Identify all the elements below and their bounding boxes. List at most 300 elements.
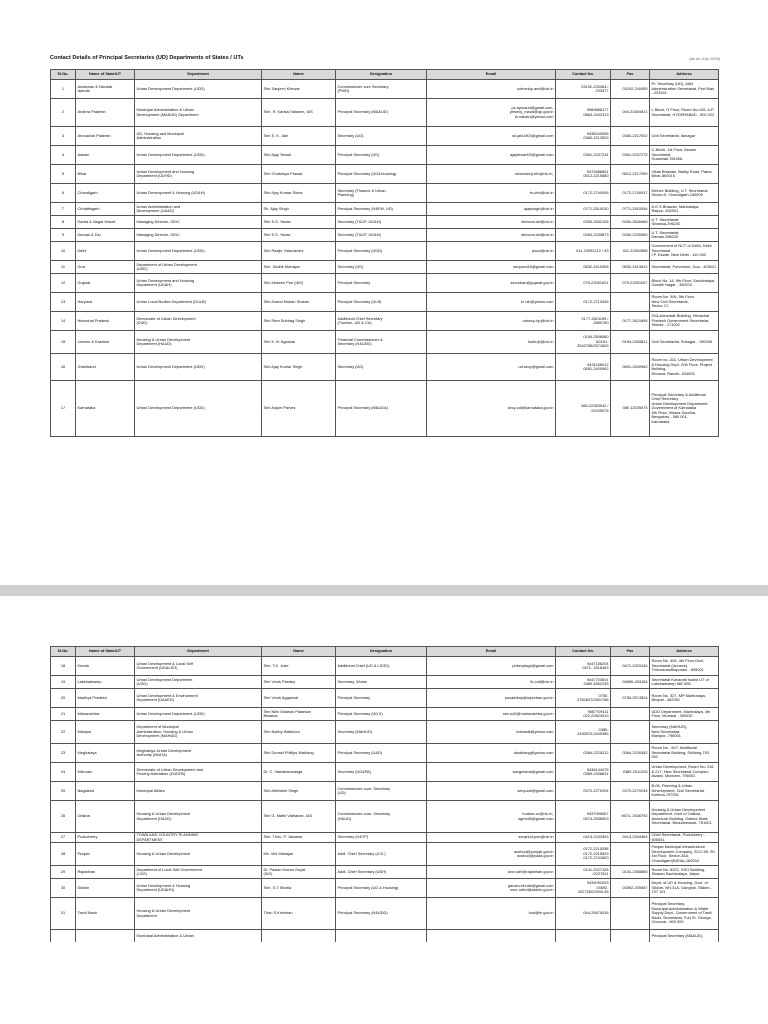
sl-no-cell: 24 [51, 763, 76, 782]
fax-cell: 0260-2230550 [611, 229, 650, 242]
email-cell[interactable]: dexcom-dd@nic.in [427, 216, 556, 229]
document-page-2 [0, 596, 768, 1024]
department-cell: Housing & Urban Development Department (H&UD) [135, 801, 262, 833]
contact-cell: 0172-2713496 [556, 293, 611, 312]
name-cell: Dr. Pawan Kumar Goyal (IAS) [262, 866, 336, 879]
state-cell: Arunachal Pradesh [76, 127, 135, 146]
state-cell: Andaman & Nicobar Islands [76, 80, 135, 99]
fax-cell: 0612-2217059 [611, 165, 650, 184]
table-row [51, 216, 719, 229]
fax-cell [611, 293, 650, 312]
name-cell: Shri Ajay Kumar Singh [262, 354, 336, 381]
name-cell: Shri S.S. Yadav [262, 216, 336, 229]
contact-cell: 0385- 2450570,2445385 [556, 721, 611, 744]
address-cell: Room No. 327, MP Mantralaya, Bhopal - 462001 [650, 689, 719, 708]
fax-cell [611, 898, 650, 930]
department-cell: Urban Development Department (UDD) [135, 708, 262, 721]
address-cell: Deptt. of UD & Housing, Govt. of Sikkim, NH-31A, Gangtok, Sikkim - 737 101 [650, 879, 719, 898]
address-cell: Secretary (MAHUD), New Secretariat, Manipur- 795001 [650, 721, 719, 744]
designation-cell: Additional Chief Secretary (Tourism, UD & CA) [336, 312, 427, 331]
state-cell: Madhya Pradesh [76, 689, 135, 708]
contact-cell: 0832-2419408 [556, 261, 611, 274]
fax-cell: 0389-2311226 [611, 763, 650, 782]
email-cell[interactable]: fc ulb@yahoo.com [427, 293, 556, 312]
designation-cell: Principal Secretary (UDD) [336, 242, 427, 261]
column-header-state: Name of State/UT [76, 647, 135, 657]
state-cell: Jammu & Kashmir [76, 331, 135, 354]
email-cell[interactable]: lk-coll@nic.in [427, 676, 556, 689]
designation-cell: Principal Secretary (UD II) [336, 708, 427, 721]
name-cell: Shri G. Mathi Vathanan, IAS [262, 801, 336, 833]
address-cell: UDD Department, Mantralaya, 4th Floor, Mumbai - 400032 [650, 708, 719, 721]
fax-cell: 040-23450621 [611, 99, 650, 127]
sl-no-cell: 10 [51, 242, 76, 261]
table-row [51, 657, 719, 676]
name-cell: Shri Vivek Pandey [262, 676, 336, 689]
contact-cell: 03192-233364 / 233377 [556, 80, 611, 99]
address-cell: Deluxe Building, U.T. Secretariat, Sector-9, Chandigarh-160009 [650, 184, 719, 203]
table-row [51, 879, 719, 898]
fax-cell: 0471-2320434 [611, 657, 650, 676]
address-cell: Government of NCT of Delhi, Delhi Secretariat I.P. Estate, New Delhi - 110 002 [650, 242, 719, 261]
table-row [51, 763, 719, 782]
department-cell: Managing Director, OIDC [135, 229, 262, 242]
table-row [51, 898, 719, 930]
email-cell[interactable]: secyued16@gmail.com [427, 261, 556, 274]
table-row [51, 381, 719, 437]
fax-cell: 03192-240495 [611, 80, 650, 99]
email-cell[interactable]: sec.ud2@maharashtra.gov.in [427, 708, 556, 721]
email-cell[interactable]: secyudd@gmail.com [427, 782, 556, 801]
contact-cell: 0413-2233303 [556, 833, 611, 843]
fax-cell: 0651-2400962 [611, 354, 650, 381]
designation-cell: Principal Secretary (UAD) [336, 744, 427, 763]
designation-cell: Secretary (UD) [336, 354, 427, 381]
contacts-table-page-2 [50, 646, 719, 942]
contact-cell: 0370-2270294 [556, 782, 611, 801]
fax-cell [611, 708, 650, 721]
address-cell: Chief Secretariat, Puducherry - 605001 [650, 833, 719, 843]
name-cell: Ms. Vini Mahajan [262, 843, 336, 866]
department-cell: Department of Local Self Government (LSG) [135, 866, 262, 879]
email-cell[interactable]: hudsec.or@nic.in, egmv66@gmail.com [427, 801, 556, 833]
address-cell: Vikas Bhawan, Bailey Road, Patna, Bihar-800015 [650, 165, 719, 184]
email-cell[interactable] [427, 930, 556, 942]
department-cell: Urban Development Department (UDD) [135, 381, 262, 437]
contact-cell: 0177-2621195 / 2880780 [556, 312, 611, 331]
state-cell: Nagaland [76, 782, 135, 801]
department-cell: UD, Housing and Municipal Administration [135, 127, 262, 146]
department-cell: Housing & Urban Development Department (H&UD) [135, 331, 262, 354]
table-header-row [51, 647, 719, 657]
name-cell: Shri Sanjeev Khirwar [262, 80, 336, 99]
contact-cell: 0361-2237234 [556, 146, 611, 165]
sl-no-cell: 5 [51, 165, 76, 184]
address-cell: C-Block, 1st Floor, Assam Secretariat, Guwahati-781006. [650, 146, 719, 165]
column-header-sl: Sl.No. [51, 70, 76, 80]
department-cell: Urban Development Department (UDD) [135, 676, 262, 689]
name-cell: Shri Raajiv Yaduvanshi [262, 242, 336, 261]
column-header-state: Name of State/UT [76, 70, 135, 80]
sl-no-cell: 9 [51, 229, 76, 242]
column-header-sl: Sl.No. [51, 647, 76, 657]
name-cell: Shri Anand Mohan Sharan [262, 293, 336, 312]
address-cell: U.T. Secretariat, Daman-396220 [650, 229, 719, 242]
contact-cell: 0172-2740008 [556, 184, 611, 203]
column-header-contact: Contact No. [556, 70, 611, 80]
name-cell: Shri Ram Subhag Singh [262, 312, 336, 331]
contact-cell: 9434092003 03592- 202726/22900-45 [556, 879, 611, 898]
table-header-row [51, 70, 719, 80]
name-cell: Shri K. B. Agarwal [262, 331, 336, 354]
table-row [51, 80, 719, 99]
address-cell: D.K.S Bhawan, Mantralaya, Raipur- 492001 [650, 203, 719, 216]
designation-cell: Principal Secretary [336, 274, 427, 293]
sl-no-cell: 31 [51, 898, 76, 930]
address-cell: 203-Armsdale Building, Himachal Pradesh Government Secretariat, Shimla - 171002 [650, 312, 719, 331]
contact-cell: 0172-2215258 0172-2215529 0172-2741820 [556, 843, 611, 866]
address-cell: Civil Secretariat, Srinagar - 190006 [650, 331, 719, 354]
designation-cell: Secretary (UD&PA) [336, 763, 427, 782]
email-cell[interactable]: udevelop.and@nic.in [427, 80, 556, 99]
name-cell: Shri Nitin Madhav Patankar Bhaskar [262, 708, 336, 721]
name-cell: Shri Chaitanya Prasad [262, 165, 336, 184]
name-cell: Dr. C. Vanlalramsanga [262, 763, 336, 782]
department-cell: Directorate of Urban Development (DUD) [135, 312, 262, 331]
designation-cell: Principal Secretary (H&UDD) [336, 898, 427, 930]
email-cell[interactable]: secyhud.pon@nic.in [427, 833, 556, 843]
name-cell: Shri Donald Phillips Wahlang [262, 744, 336, 763]
department-cell: Urban Development & Environment Department (UA&ED) [135, 689, 262, 708]
contact-cell: 0194-2506060 &0191- 2542765/2571609 [556, 331, 611, 354]
state-cell: Andhra Pradesh [76, 99, 135, 127]
state-cell: Gujarat [76, 274, 135, 293]
email-cell[interactable]: dwahlang@yahoo.com [427, 744, 556, 763]
table-row [51, 354, 719, 381]
designation-cell: Commissioner-cum- Secretary (H&UD) [336, 801, 427, 833]
department-cell: Urban Development Department (UDD) [135, 80, 262, 99]
fax-cell: 011-23392858 [611, 242, 650, 261]
column-header-email: Email [427, 647, 556, 657]
state-cell: Kerala [76, 657, 135, 676]
sl-no-cell: 4 [51, 146, 76, 165]
state-cell: Jharkhand [76, 354, 135, 381]
contact-cell: 9470488601 0612-2215580 [556, 165, 611, 184]
contact-cell: 9989888177 0863-2442313 [556, 99, 611, 127]
table-row [51, 229, 719, 242]
name-cell [262, 930, 336, 942]
email-cell[interactable]: hudd-jk@nic.in [427, 331, 556, 354]
email-cell[interactable]: ps.apmaud@gmail.com, prlsecy_maud@ap.gov.in rk.valuen@yahoo.com [427, 99, 556, 127]
address-cell: Room No. 404, 4th Floor,Govt. Secretariat (Annexe), Thiruvananthapuram - 695001 [650, 657, 719, 676]
table-row [51, 146, 719, 165]
sl-no-cell: 3 [51, 127, 76, 146]
name-cell: Shri S. K. Jain [262, 127, 336, 146]
address-cell: U.T. Secretariat, Silvassa-396230 [650, 216, 719, 229]
state-cell: Tamil Nadu [76, 898, 135, 930]
address-cell: L Block, G Floor, Room No-105, A.P. Secretariat, HYDERABAD - 500 022 [650, 99, 719, 127]
table-row [51, 708, 719, 721]
sl-no-cell: 2 [51, 99, 76, 127]
address-cell: Punjab Municipal Infrastructure Development Company, SCO 89- 90, 1st Floor, Sector-34A, Chandigarh(INDIA)-160034 [650, 843, 719, 866]
fax-cell: 0755-2574524 [611, 689, 650, 708]
email-cell[interactable]: dexcom-dd@nic.in [427, 229, 556, 242]
address-cell: Room No - 507, Additional Secretariat Building, Shillong-793 001 [650, 744, 719, 763]
sl-no-cell: 15 [51, 331, 76, 354]
column-header-contact: Contact No. [556, 647, 611, 657]
designation-cell [336, 930, 427, 942]
fax-cell: 0360-2217002 [611, 127, 650, 146]
name-cell: Sh. Ajay Singh [262, 203, 336, 216]
page-title: Contact Details of Principal Secretaries (UD) Departments of States / UTs [50, 55, 244, 61]
table-row [51, 843, 719, 866]
email-cell[interactable]: ud.secy@gmail.com [427, 354, 556, 381]
name-cell: Shri Abhishek Singh [262, 782, 336, 801]
department-cell: Managing Director, OIDC [135, 216, 262, 229]
department-cell: Directorate of Urban Development and Poverty Alleviation (DUDPA) [135, 763, 262, 782]
sl-no-cell: 1 [51, 80, 76, 99]
email-cell[interactable]: fs-chd@nic.in [427, 184, 556, 203]
address-cell: Block No. 14, 9th Floor, Sachivalaya, Gandhi Nagar - 382010 [650, 274, 719, 293]
email-cell[interactable]: ajaytewari03@gmail.com [427, 146, 556, 165]
fax-cell: 0674- 2536792 [611, 801, 650, 833]
table-row [51, 866, 719, 879]
sl-no-cell: 21 [51, 708, 76, 721]
table-row [51, 184, 719, 203]
table-row [51, 165, 719, 184]
fax-cell: 0260-2645466 [611, 216, 650, 229]
designation-cell: Principal Secretary (H&FW, UD) [336, 203, 427, 216]
name-cell: Shri Ajay Tewari [262, 146, 336, 165]
table-row [51, 801, 719, 833]
table-row [51, 261, 719, 274]
contact-cell: 0755- 2760837/2551786 [556, 689, 611, 708]
sl-no-cell: 25 [51, 782, 76, 801]
address-cell: Room no.-411, Urban Development & Housing Dept. IVth Floor, Project Building, Dhurwa, Ranchi- 834003 [650, 354, 719, 381]
column-header-addr: Address [650, 647, 719, 657]
name-cell: Shri S.S. Yadav [262, 229, 336, 242]
table-row [51, 127, 719, 146]
email-cell[interactable]: sk.jain1804@gmail.com [427, 127, 556, 146]
address-cell: Principal Secretary, Municipal Administration & Water Supply Dept., Government of Tamil Nadu, Secretariat, Fort St. George, Chennai - 600 009 [650, 898, 719, 930]
fax-cell: 0413-2334484 [611, 833, 650, 843]
address-cell: Pr. Secretary (UD), A&N Administration Secretariat, Port Blair - 233181 [650, 80, 719, 99]
designation-cell: Addl. Chief Secretary (UDH) [336, 866, 427, 879]
sl-no-cell: 6 [51, 184, 76, 203]
department-cell: Urban Development and Housing Department (UDHD) [135, 165, 262, 184]
contact-cell: 9436144475 0389-2336631 [556, 763, 611, 782]
sl-no-cell: 22 [51, 721, 76, 744]
table-row [51, 242, 719, 261]
contact-cell: 9436040065 0360-2212529 [556, 127, 611, 146]
sl-no-cell: 8 [51, 216, 76, 229]
email-cell[interactable]: psuaddmp@mpurban.gov.in [427, 689, 556, 708]
fax-cell: 03592-205087 [611, 879, 650, 898]
table-row [51, 293, 719, 312]
name-cell: Shri Vivek Aggarwal [262, 689, 336, 708]
name-cell: Shri. Thiru. P. Jawahar [262, 833, 336, 843]
department-cell: Urban Local Bodies Department (DULB) [135, 293, 262, 312]
contact-cell: 0141-2227128 /2227611 [556, 866, 611, 879]
fax-cell: 0177-2621894 [611, 312, 650, 331]
table-row [51, 721, 719, 744]
name-cell: Shri. Sudhir Mahajan [262, 261, 336, 274]
sl-no-cell: 30 [51, 879, 76, 898]
name-cell: Shri Ajoy Kumar Sinha [262, 184, 336, 203]
fax-cell [611, 930, 650, 942]
sl-no-cell: 17 [51, 381, 76, 437]
name-cell: Shri. R. Karikal Valaven, IAS [262, 99, 336, 127]
department-cell: Urban Administration and Development (UA&D) [135, 203, 262, 216]
designation-cell: Principal Secretary (UD&Housing) [336, 165, 427, 184]
state-cell: Assam [76, 146, 135, 165]
fax-cell: 0141-2385885 [611, 866, 650, 879]
email-cell[interactable]: secy-ud@karnataka.gov.in [427, 381, 556, 437]
name-cell: Shri. T.K. Jose [262, 657, 336, 676]
column-header-fax: Fax [611, 647, 650, 657]
table-row [51, 312, 719, 331]
sl-no-cell: 19 [51, 676, 76, 689]
contact-cell: 9867709111 022-22824013 [556, 708, 611, 721]
department-cell: Housing & Urban Development Department [135, 898, 262, 930]
column-header-email: Email [427, 70, 556, 80]
address-cell: Secretariat, Porvorium, Goa - 403521 [650, 261, 719, 274]
designation-cell: Principal Secretary (MA&UD) [336, 99, 427, 127]
column-header-name: Name [262, 647, 336, 657]
contact-cell: 9447156204 0471- 2518163 [556, 657, 611, 676]
table-row [51, 833, 719, 843]
table-row [51, 782, 719, 801]
name-cell: Shri Anjum Parvez [262, 381, 336, 437]
table-row [51, 274, 719, 293]
designation-cell: Secretary (T&CP, UD&H) [336, 216, 427, 229]
designation-cell: Secretary, Works [336, 676, 427, 689]
state-cell: Dadra & Nagar Haveli [76, 216, 135, 229]
designation-cell: Principal Secretary (ULB) [336, 293, 427, 312]
department-cell: Meghalaya Urban Development Authority (MUDA) [135, 744, 262, 763]
address-cell: Principal Secretary & Additional Chief Secretary Urban Development Department Government of Karnataka 4th Floor, Vikasa Soudha, Bengaluru - 560 001, Karnataka. [650, 381, 719, 437]
state-cell: Punjab [76, 843, 135, 866]
email-cell[interactable]: udsecy-hp@nic.in [427, 312, 556, 331]
designation-cell: Principal Secretary (UD) [336, 146, 427, 165]
name-cell: Thiru S.Krishnan [262, 898, 336, 930]
table-row [51, 930, 719, 942]
state-cell: Maharashtra [76, 708, 135, 721]
state-cell: Mizoram [76, 763, 135, 782]
department-cell: Department of Municipal Administration, Housing & Urban Development (MAHUD) [135, 721, 262, 744]
sl-no-cell: 7 [51, 203, 76, 216]
designation-cell: Commissioner cum Secretary (PWD) [336, 80, 427, 99]
sl-no-cell: 28 [51, 843, 76, 866]
table-row [51, 203, 719, 216]
name-cell: Shri Mukesh Puri (IAS) [262, 274, 336, 293]
column-header-dept: Department [135, 70, 262, 80]
sl-no-cell: 18 [51, 657, 76, 676]
address-cell: Housing & Urban Development Department, Govt of Odisha, Annexure Building, Odisha State Secretariat, Bhubaneswar- 751001 [650, 801, 719, 833]
designation-cell: Secretary (Finance & Urban Planning) [336, 184, 427, 203]
contact-cell: 0260-2632126 [556, 216, 611, 229]
email-cell[interactable]: ajaysingh@nic.in [427, 203, 556, 216]
address-cell: Urban Development, Room No- 216 & 217, New Secretariat Complex, Aizawl, Mizoram- 796001 [650, 763, 719, 782]
department-cell: Urban Development Department (UDD) [135, 354, 262, 381]
address-cell: Principal Secretary (MA&UD), [650, 930, 719, 942]
email-cell[interactable]: prlsecylsgd@gmail.com [427, 657, 556, 676]
state-cell: Rajasthan [76, 866, 135, 879]
state-cell: Lakshadweep [76, 676, 135, 689]
sl-no-cell: 23 [51, 744, 76, 763]
email-cell[interactable]: securban@gujarat.gov.in [427, 274, 556, 293]
contact-cell: 044-25670516 [556, 898, 611, 930]
fax-cell: 0832-2419612 [611, 261, 650, 274]
email-cell[interactable]: urbansecy-bih@nic.in, [427, 165, 556, 184]
state-cell: Odisha [76, 801, 135, 833]
email-cell[interactable]: bobwaik@yahoo.com [427, 721, 556, 744]
contact-cell: 9431158012 0651-2400962 [556, 354, 611, 381]
fax-cell: 04896-263184 [611, 676, 650, 689]
address-cell: Room No. 506, 5th Floor New Civil Secretariat, Sector 17, [650, 293, 719, 312]
state-cell: Chandigarh [76, 184, 135, 203]
email-cell[interactable]: acshud@punjab.gov.in acshud@pudа.gov.in [427, 843, 556, 866]
designation-cell: Secretary (H&TP) [336, 833, 427, 843]
contact-cell: 080-22353942 / 22035076 [556, 381, 611, 437]
fax-cell: 0771-2510054 [611, 203, 650, 216]
email-cell[interactable]: secr.udh@rajasthan.gov.in [427, 866, 556, 879]
fax-cell [611, 843, 650, 866]
state-cell: Karnataka [76, 381, 135, 437]
column-header-fax: Fax [611, 70, 650, 80]
designation-cell: Principal Secretary [336, 689, 427, 708]
sl-no-cell: 13 [51, 293, 76, 312]
address-cell: B-06, Planning & Urban Development, Civil Secretariat, Kohima-797001 [650, 782, 719, 801]
designation-cell: Additional Chief (UD & LSGD) [336, 657, 427, 676]
sl-no-cell: 29 [51, 866, 76, 879]
department-cell: Municipal Affairs [135, 782, 262, 801]
name-cell: Shri. G.T Bhutia [262, 879, 336, 898]
contact-cell: 0364-2225212 [556, 744, 611, 763]
designation-cell: Secretary (T&CP, UD&H) [336, 229, 427, 242]
name-cell: Shri Bobby Waikhom [262, 721, 336, 744]
state-cell: Himachal Pradesh [76, 312, 135, 331]
email-cell[interactable]: ganzev.bhutia@gmail.com secr-udhd@sikkim.gov.in [427, 879, 556, 898]
state-cell: Meghalaya [76, 744, 135, 763]
department-cell: Urban Development Department (UDD) [135, 242, 262, 261]
contact-cell: 079-23251001 [556, 274, 611, 293]
designation-cell: Secretary (MAHUD) [336, 721, 427, 744]
address-cell: Room No. 8222, SSO Building, Shasan Sachivalaya, Jaipur. [650, 866, 719, 879]
sl-no-cell: 16 [51, 354, 76, 381]
department-cell: Urban Development & Local Self Government (UD&LSG) [135, 657, 262, 676]
state-cell [76, 930, 135, 942]
department-cell: Urban Development and Housing Department (UD&H) [135, 274, 262, 293]
state-cell: Daman & Diu [76, 229, 135, 242]
department-cell: Department of Urban Development (UDD) [135, 261, 262, 274]
contact-cell: 9447703001 0489 6262235 [556, 676, 611, 689]
sl-no-cell [51, 930, 76, 942]
department-cell: Urban Development Department (UDD) [135, 146, 262, 165]
sl-no-cell: 27 [51, 833, 76, 843]
state-cell: Puducherry [76, 833, 135, 843]
column-header-name: Name [262, 70, 336, 80]
table-row [51, 744, 719, 763]
email-cell[interactable]: hud@tn.gov.in [427, 898, 556, 930]
department-cell: TOWN AND COUNTRY PLANNING DEPARTMENT [135, 833, 262, 843]
contacts-table-page-1 [50, 69, 719, 437]
email-cell[interactable]: sangmama@gmail.com [427, 763, 556, 782]
fax-cell: 079-23251007 [611, 274, 650, 293]
email-cell[interactable]: psud@nic.in [427, 242, 556, 261]
fax-cell: 0370-2270294 [611, 782, 650, 801]
table-row [51, 331, 719, 354]
